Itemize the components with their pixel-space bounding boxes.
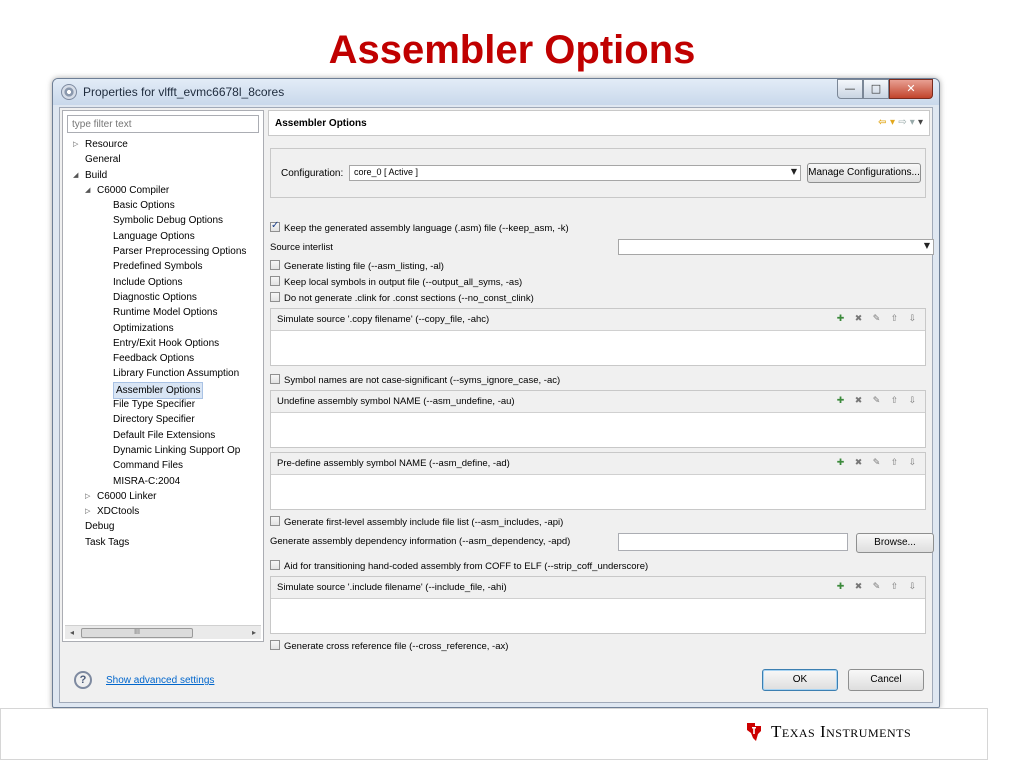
move-down-icon[interactable]: ⇩: [908, 396, 917, 406]
asm-listing-option[interactable]: [270, 260, 444, 272]
list-toolbar: [834, 395, 919, 407]
ok-button[interactable]: OK: [762, 669, 838, 691]
tree-item[interactable]: [67, 428, 263, 443]
list-toolbar: [834, 313, 919, 325]
options-panel: [268, 110, 930, 652]
tree-item[interactable]: [67, 290, 263, 305]
tree-item-label: Command Files: [113, 460, 184, 472]
help-icon[interactable]: ?: [74, 671, 92, 689]
delete-icon[interactable]: ✖: [854, 314, 863, 324]
tree-item-label: Basic Options: [113, 200, 175, 212]
tree-item-label: Predefined Symbols: [113, 261, 203, 273]
cancel-button[interactable]: Cancel: [848, 669, 924, 691]
tree-item[interactable]: [67, 137, 263, 152]
scroll-right-icon[interactable]: ▸: [251, 628, 256, 637]
asm-undefine-list-title: Undefine assembly symbol NAME (--asm_undefine, -au): [277, 396, 515, 407]
cross-reference-checkbox[interactable]: [270, 640, 280, 650]
tree-item-label: Parser Preprocessing Options: [113, 246, 247, 258]
chevron-down-icon: ▼: [790, 167, 797, 176]
tree-item-label: Library Function Assumption: [113, 368, 240, 380]
tree-item-label: Dynamic Linking Support Op: [113, 444, 241, 456]
tree-item-label: Build: [85, 169, 108, 181]
delete-icon[interactable]: ✖: [854, 396, 863, 406]
expand-arrow-icon[interactable]: ▷: [85, 492, 91, 500]
copy-file-list[interactable]: [270, 308, 926, 366]
tree-item-label: XDCtools: [97, 506, 140, 518]
tree-item[interactable]: [67, 244, 263, 259]
keep-asm-option[interactable]: [270, 222, 569, 234]
tree-item-label: C6000 Compiler: [97, 184, 170, 196]
cross-reference-label: Generate cross reference file (--cross_reference, -ax): [284, 641, 509, 652]
asm-define-list-title: Pre-define assembly symbol NAME (--asm_define, -ad): [277, 458, 510, 469]
list-toolbar: [834, 457, 919, 469]
tree-item[interactable]: [67, 321, 263, 336]
tree-item-label: Debug: [85, 521, 115, 533]
tree-item[interactable]: [67, 259, 263, 274]
delete-icon[interactable]: ✖: [854, 458, 863, 468]
move-up-icon[interactable]: ⇧: [890, 396, 899, 406]
tree-item-label: Resource: [85, 139, 128, 150]
history-nav: [878, 117, 923, 128]
syms-ignore-case-label: Symbol names are not case-significant (--syms_ignore_case, -ac): [284, 375, 561, 386]
maximize-button[interactable]: □: [863, 79, 889, 99]
asm-dependency-label: Generate assembly dependency information (--asm_dependency, -apd): [270, 536, 571, 547]
scroll-left-icon[interactable]: ◂: [69, 628, 74, 637]
tree-item[interactable]: [67, 397, 263, 412]
tree-item[interactable]: [67, 474, 263, 489]
source-interlist-label: Source interlist: [270, 242, 333, 253]
forward-arrow-icon[interactable]: ⇨ ▾: [898, 117, 915, 128]
tree-item-label: Entry/Exit Hook Options: [113, 337, 220, 349]
asm-listing-checkbox[interactable]: [270, 260, 280, 270]
properties-icon: [61, 84, 77, 100]
properties-dialog: [52, 78, 940, 708]
no-const-clink-label: Do not generate .clink for .const sections (--no_const_clink): [284, 293, 534, 304]
dialog-client: [59, 107, 933, 703]
move-up-icon[interactable]: ⇧: [890, 458, 899, 468]
tree-item[interactable]: [67, 366, 263, 381]
show-advanced-settings-link[interactable]: Show advanced settings: [106, 675, 215, 686]
syms-ignore-case-checkbox[interactable]: [270, 374, 280, 384]
asm-define-list[interactable]: [270, 452, 926, 510]
category-nav: [62, 110, 264, 642]
output-all-syms-label: Keep local symbols in output file (--output_all_syms, -as): [284, 277, 523, 288]
filter-input[interactable]: [67, 115, 259, 133]
tree-item[interactable]: [67, 458, 263, 473]
close-button[interactable]: ✕: [889, 79, 933, 99]
tree-item-label: C6000 Linker: [97, 490, 157, 502]
edit-icon[interactable]: ✎: [872, 458, 881, 468]
category-tree: [67, 137, 263, 550]
browse-button[interactable]: Browse...: [856, 533, 934, 553]
tree-item[interactable]: [67, 152, 263, 167]
tree-item-label: Directory Specifier: [113, 414, 195, 426]
tree-item-label: Default File Extensions: [113, 429, 216, 441]
tree-item[interactable]: [67, 443, 263, 458]
tree-item[interactable]: [67, 519, 263, 534]
edit-icon[interactable]: ✎: [872, 396, 881, 406]
brand-logo: [745, 722, 911, 742]
syms-ignore-case-option[interactable]: [270, 374, 560, 386]
move-down-icon[interactable]: ⇩: [908, 314, 917, 324]
tree-item[interactable]: [67, 183, 263, 198]
expand-arrow-icon[interactable]: ▷: [85, 508, 91, 516]
chevron-down-icon: ▼: [923, 241, 930, 250]
tree-item-label: Task Tags: [85, 536, 130, 548]
move-up-icon[interactable]: ⇧: [890, 582, 899, 592]
window-controls: [837, 79, 933, 99]
collapse-arrow-icon[interactable]: ◢: [85, 186, 91, 194]
tree-item-label: Assembler Options: [113, 382, 203, 399]
tree-item[interactable]: [67, 382, 263, 397]
configuration-value: core_0 [ Active ]: [354, 167, 419, 177]
list-toolbar: [834, 581, 919, 593]
tree-item[interactable]: [67, 412, 263, 427]
tree-item[interactable]: [67, 229, 263, 244]
tree-item-label: Diagnostic Options: [113, 291, 197, 303]
strip-coff-option[interactable]: [270, 560, 648, 572]
output-all-syms-option[interactable]: [270, 276, 522, 288]
move-down-icon[interactable]: ⇩: [908, 458, 917, 468]
configuration-label: Configuration:: [281, 168, 344, 179]
tree-item-label: Symbolic Debug Options: [113, 215, 224, 227]
tree-item[interactable]: [67, 213, 263, 228]
edit-icon[interactable]: ✎: [872, 582, 881, 592]
keep-asm-checkbox[interactable]: [270, 222, 280, 232]
tree-item[interactable]: [67, 336, 263, 351]
minimize-button[interactable]: —: [837, 79, 863, 99]
move-up-icon[interactable]: ⇧: [890, 314, 899, 324]
configuration-select[interactable]: [349, 165, 801, 181]
window-title: Properties for vlfft_evmc6678l_8cores: [83, 85, 285, 99]
source-interlist-select[interactable]: [618, 239, 934, 255]
asm-define-list-header: [271, 453, 925, 475]
expand-arrow-icon[interactable]: ▷: [73, 141, 79, 148]
include-file-list-title: Simulate source '.include filename' (--include_file, -ahi): [277, 582, 507, 593]
back-arrow-icon[interactable]: ⇦ ▾: [878, 117, 896, 128]
tree-item-label: MISRA-C:2004: [113, 475, 181, 487]
include-file-list[interactable]: [270, 576, 926, 634]
view-menu-icon[interactable]: ▾: [917, 117, 923, 128]
asm-includes-option[interactable]: [270, 516, 563, 528]
tree-item-label: File Type Specifier: [113, 399, 196, 411]
panel-heading: Assembler Options: [275, 118, 367, 129]
tree-item-label: General: [85, 154, 121, 166]
tree-item[interactable]: [67, 535, 263, 550]
tree-item[interactable]: [67, 168, 263, 183]
strip-coff-label: Aid for transitioning hand-coded assembly from COFF to ELF (--strip_coff_underscore): [284, 561, 649, 572]
tree-item[interactable]: [67, 489, 263, 504]
cross-reference-option[interactable]: [270, 640, 508, 652]
texas-instruments-icon: [745, 722, 763, 742]
scroll-thumb[interactable]: III: [81, 628, 193, 638]
asm-undefine-list[interactable]: [270, 390, 926, 448]
tree-item[interactable]: [67, 198, 263, 213]
manage-configurations-button[interactable]: Manage Configurations...: [807, 163, 921, 183]
tree-item[interactable]: [67, 305, 263, 320]
horizontal-scrollbar[interactable]: [65, 625, 261, 639]
copy-file-list-title: Simulate source '.copy filename' (--copy_file, -ahc): [277, 314, 490, 325]
strip-coff-checkbox[interactable]: [270, 560, 280, 570]
edit-icon[interactable]: ✎: [872, 314, 881, 324]
tree-item-label: Language Options: [113, 230, 195, 242]
panel-header: [268, 110, 930, 136]
tree-item-label: Include Options: [113, 276, 183, 288]
asm-includes-label: Generate first-level assembly include file list (--asm_includes, -api): [284, 517, 564, 528]
add-icon[interactable]: ✚: [836, 314, 845, 324]
tree-item[interactable]: [67, 351, 263, 366]
brand-name: Texas Instruments: [771, 722, 912, 741]
move-down-icon[interactable]: ⇩: [908, 582, 917, 592]
asm-undefine-list-header: [271, 391, 925, 413]
tree-item[interactable]: [67, 504, 263, 519]
add-icon[interactable]: ✚: [836, 396, 845, 406]
tree-item-label: Optimizations: [113, 322, 174, 334]
output-all-syms-checkbox[interactable]: [270, 276, 280, 286]
copy-file-list-header: [271, 309, 925, 331]
delete-icon[interactable]: ✖: [854, 582, 863, 592]
asm-listing-label: Generate listing file (--asm_listing, -al): [284, 261, 444, 272]
asm-includes-checkbox[interactable]: [270, 516, 280, 526]
include-file-list-header: [271, 577, 925, 599]
no-const-clink-option[interactable]: [270, 292, 534, 304]
tree-item-label: Runtime Model Options: [113, 307, 218, 319]
no-const-clink-checkbox[interactable]: [270, 292, 280, 302]
keep-asm-label: Keep the generated assembly language (.asm) file (--keep_asm, -k): [284, 223, 569, 234]
collapse-arrow-icon[interactable]: ◢: [73, 171, 79, 179]
asm-dependency-field[interactable]: [618, 533, 848, 551]
add-icon[interactable]: ✚: [836, 458, 845, 468]
slide-title: Assembler Options: [328, 28, 696, 72]
tree-item-label: Feedback Options: [113, 353, 195, 365]
tree-item[interactable]: [67, 275, 263, 290]
configuration-group: [270, 148, 926, 198]
title-bar[interactable]: [53, 79, 939, 105]
add-icon[interactable]: ✚: [836, 582, 845, 592]
